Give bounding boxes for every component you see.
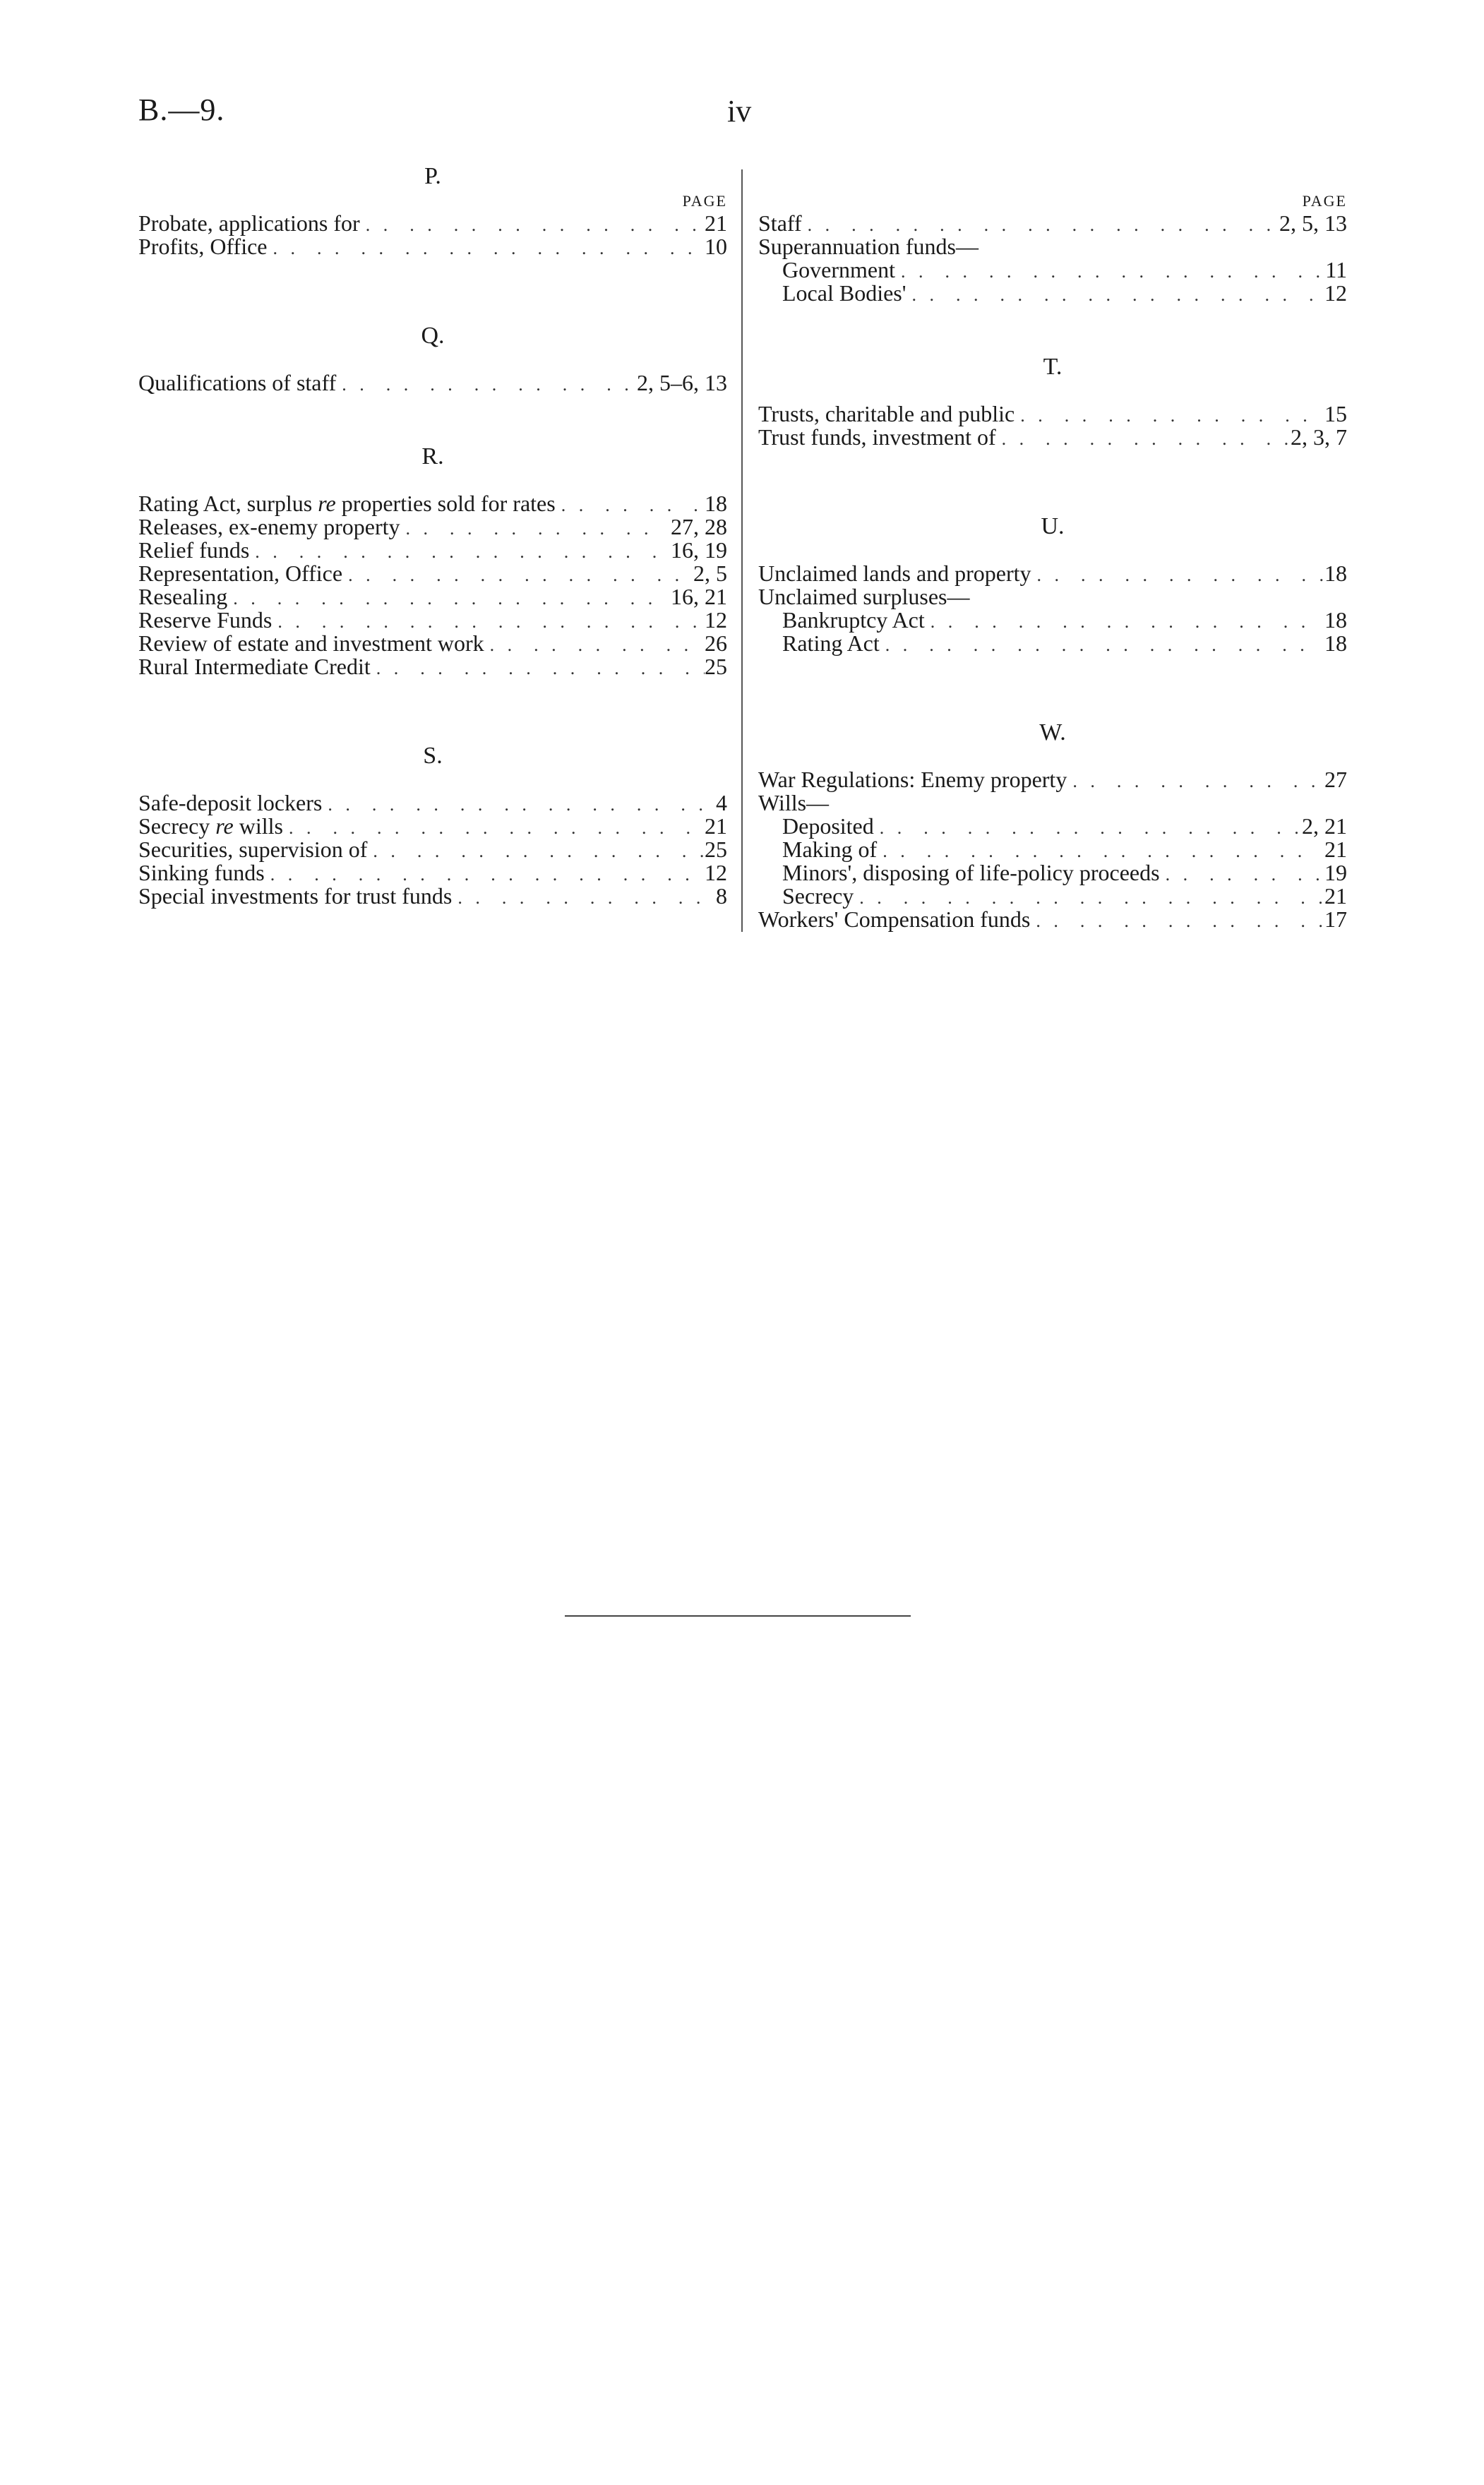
entry-label: Rating Act, surplus re properties sold for rates (138, 491, 556, 516)
entry-label: Unclaimed lands and property (758, 561, 1031, 586)
index-subentry (758, 632, 1347, 655)
end-rule (565, 1615, 911, 1617)
entry-pages: 16, 19 (671, 537, 727, 563)
entry-label: Trust funds, investment of (758, 424, 996, 450)
entry-label: Staff (758, 210, 802, 236)
entry-label: Probate, applications for (138, 210, 360, 236)
entry-pages: 18 (705, 491, 727, 516)
entry-label: Secrecy (782, 883, 854, 909)
index-subentry (758, 861, 1347, 885)
index-right-column (758, 162, 1347, 931)
entry-label: Bankruptcy Act (782, 607, 925, 633)
index-entry (758, 426, 1347, 449)
entry-label: Superannuation funds— (758, 234, 979, 259)
entry-label: Minors', disposing of life-policy proceeds (782, 860, 1160, 885)
index-entry (138, 492, 727, 515)
index-subentry (758, 815, 1347, 838)
section-letter-p: P. (424, 163, 441, 189)
entry-label: Workers' Compensation funds (758, 906, 1031, 932)
index-entry (758, 768, 1347, 791)
index-entry (138, 632, 727, 655)
page-number: iv (727, 94, 752, 128)
entry-pages: 2, 5 (693, 561, 727, 586)
entry-label: Resealing (138, 584, 228, 609)
entry-label: Profits, Office (138, 234, 268, 259)
index-entry (758, 585, 1347, 609)
index-entry (138, 562, 727, 585)
entry-label: Special investments for trust funds (138, 883, 453, 909)
entry-label: Relief funds (138, 537, 250, 563)
entry-label: Unclaimed surpluses— (758, 584, 970, 609)
entry-pages: 18 (1324, 630, 1347, 656)
index-subentry (758, 838, 1347, 861)
entry-label: Sinking funds (138, 860, 265, 885)
section-letter-t: T. (1043, 354, 1063, 380)
entry-label: Deposited (782, 813, 874, 839)
entry-pages: 18 (1324, 561, 1347, 586)
entry-label: Safe-deposit lockers (138, 790, 323, 815)
entry-pages: 2, 5, 13 (1279, 210, 1347, 236)
entry-pages: 21 (1324, 837, 1347, 862)
page-column-label: PAGE (682, 192, 727, 210)
index-entry (138, 585, 727, 609)
entry-pages: 2, 3, 7 (1291, 424, 1347, 450)
entry-pages: 21 (1324, 883, 1347, 909)
page-column-label: PAGE (1302, 192, 1347, 210)
entry-pages: 11 (1325, 257, 1347, 282)
entry-label: Qualifications of staff (138, 370, 337, 395)
index-subentry (758, 885, 1347, 908)
entry-pages: 12 (705, 607, 727, 633)
index-entry (138, 861, 727, 885)
index-entry (138, 235, 727, 258)
index-entry (138, 791, 727, 815)
index-subentry (758, 282, 1347, 305)
entry-label: Releases, ex-enemy property (138, 514, 400, 539)
entry-label: Making of (782, 837, 878, 862)
index-entry (138, 515, 727, 539)
entry-pages: 16, 21 (671, 584, 727, 609)
entry-label: Trusts, charitable and public (758, 401, 1015, 426)
entry-label: War Regulations: Enemy property (758, 767, 1067, 792)
index-entry (758, 562, 1347, 585)
entry-pages: 15 (1324, 401, 1347, 426)
entry-pages: 19 (1324, 860, 1347, 885)
entry-pages: 26 (705, 630, 727, 656)
entry-label: Rural Intermediate Credit (138, 654, 371, 679)
index-entry (138, 655, 727, 678)
entry-pages: 12 (705, 860, 727, 885)
section-letter-u: U. (1041, 513, 1065, 539)
entry-label: Local Bodies' (782, 280, 906, 306)
index-entry (138, 371, 727, 395)
entry-label: Representation, Office (138, 561, 343, 586)
index-entry (758, 402, 1347, 426)
index-subentry (758, 609, 1347, 632)
index-entry (758, 235, 1347, 258)
index-entry (138, 609, 727, 632)
entry-label: Reserve Funds (138, 607, 273, 633)
entry-pages: 25 (705, 654, 727, 679)
entry-pages: 8 (716, 883, 727, 909)
entry-pages: 27, 28 (671, 514, 727, 539)
entry-pages: 21 (705, 813, 727, 839)
index-entry (758, 908, 1347, 931)
index-entry (758, 791, 1347, 815)
column-divider (741, 169, 743, 932)
entry-label: Secrecy re wills (138, 813, 283, 839)
entry-pages: 12 (1324, 280, 1347, 306)
entry-label: Securities, supervision of (138, 837, 368, 862)
entry-pages: 18 (1324, 607, 1347, 633)
entry-label: Wills— (758, 790, 830, 815)
entry-label: Rating Act (782, 630, 880, 656)
index-entry (138, 838, 727, 861)
section-letter-q: Q. (421, 323, 445, 349)
entry-pages: 2, 21 (1302, 813, 1347, 839)
entry-pages: 2, 5–6, 13 (637, 370, 727, 395)
index-left-column (138, 162, 727, 908)
index-subentry (758, 258, 1347, 282)
entry-pages: 10 (705, 234, 727, 259)
entry-pages: 25 (705, 837, 727, 862)
section-letter-w: W. (1039, 719, 1066, 746)
section-letter-r: R. (421, 443, 444, 469)
section-letter-s: S. (423, 743, 443, 769)
index-entry (138, 815, 727, 838)
document-code: B.—9. (138, 92, 225, 127)
index-entry (138, 212, 727, 235)
entry-pages: 17 (1324, 906, 1347, 932)
entry-pages: 21 (705, 210, 727, 236)
entry-label: Government (782, 257, 895, 282)
index-entry (138, 885, 727, 908)
index-entry (758, 212, 1347, 235)
index-entry (138, 539, 727, 562)
entry-pages: 27 (1324, 767, 1347, 792)
entry-label: Review of estate and investment work (138, 630, 484, 656)
entry-pages: 4 (716, 790, 727, 815)
